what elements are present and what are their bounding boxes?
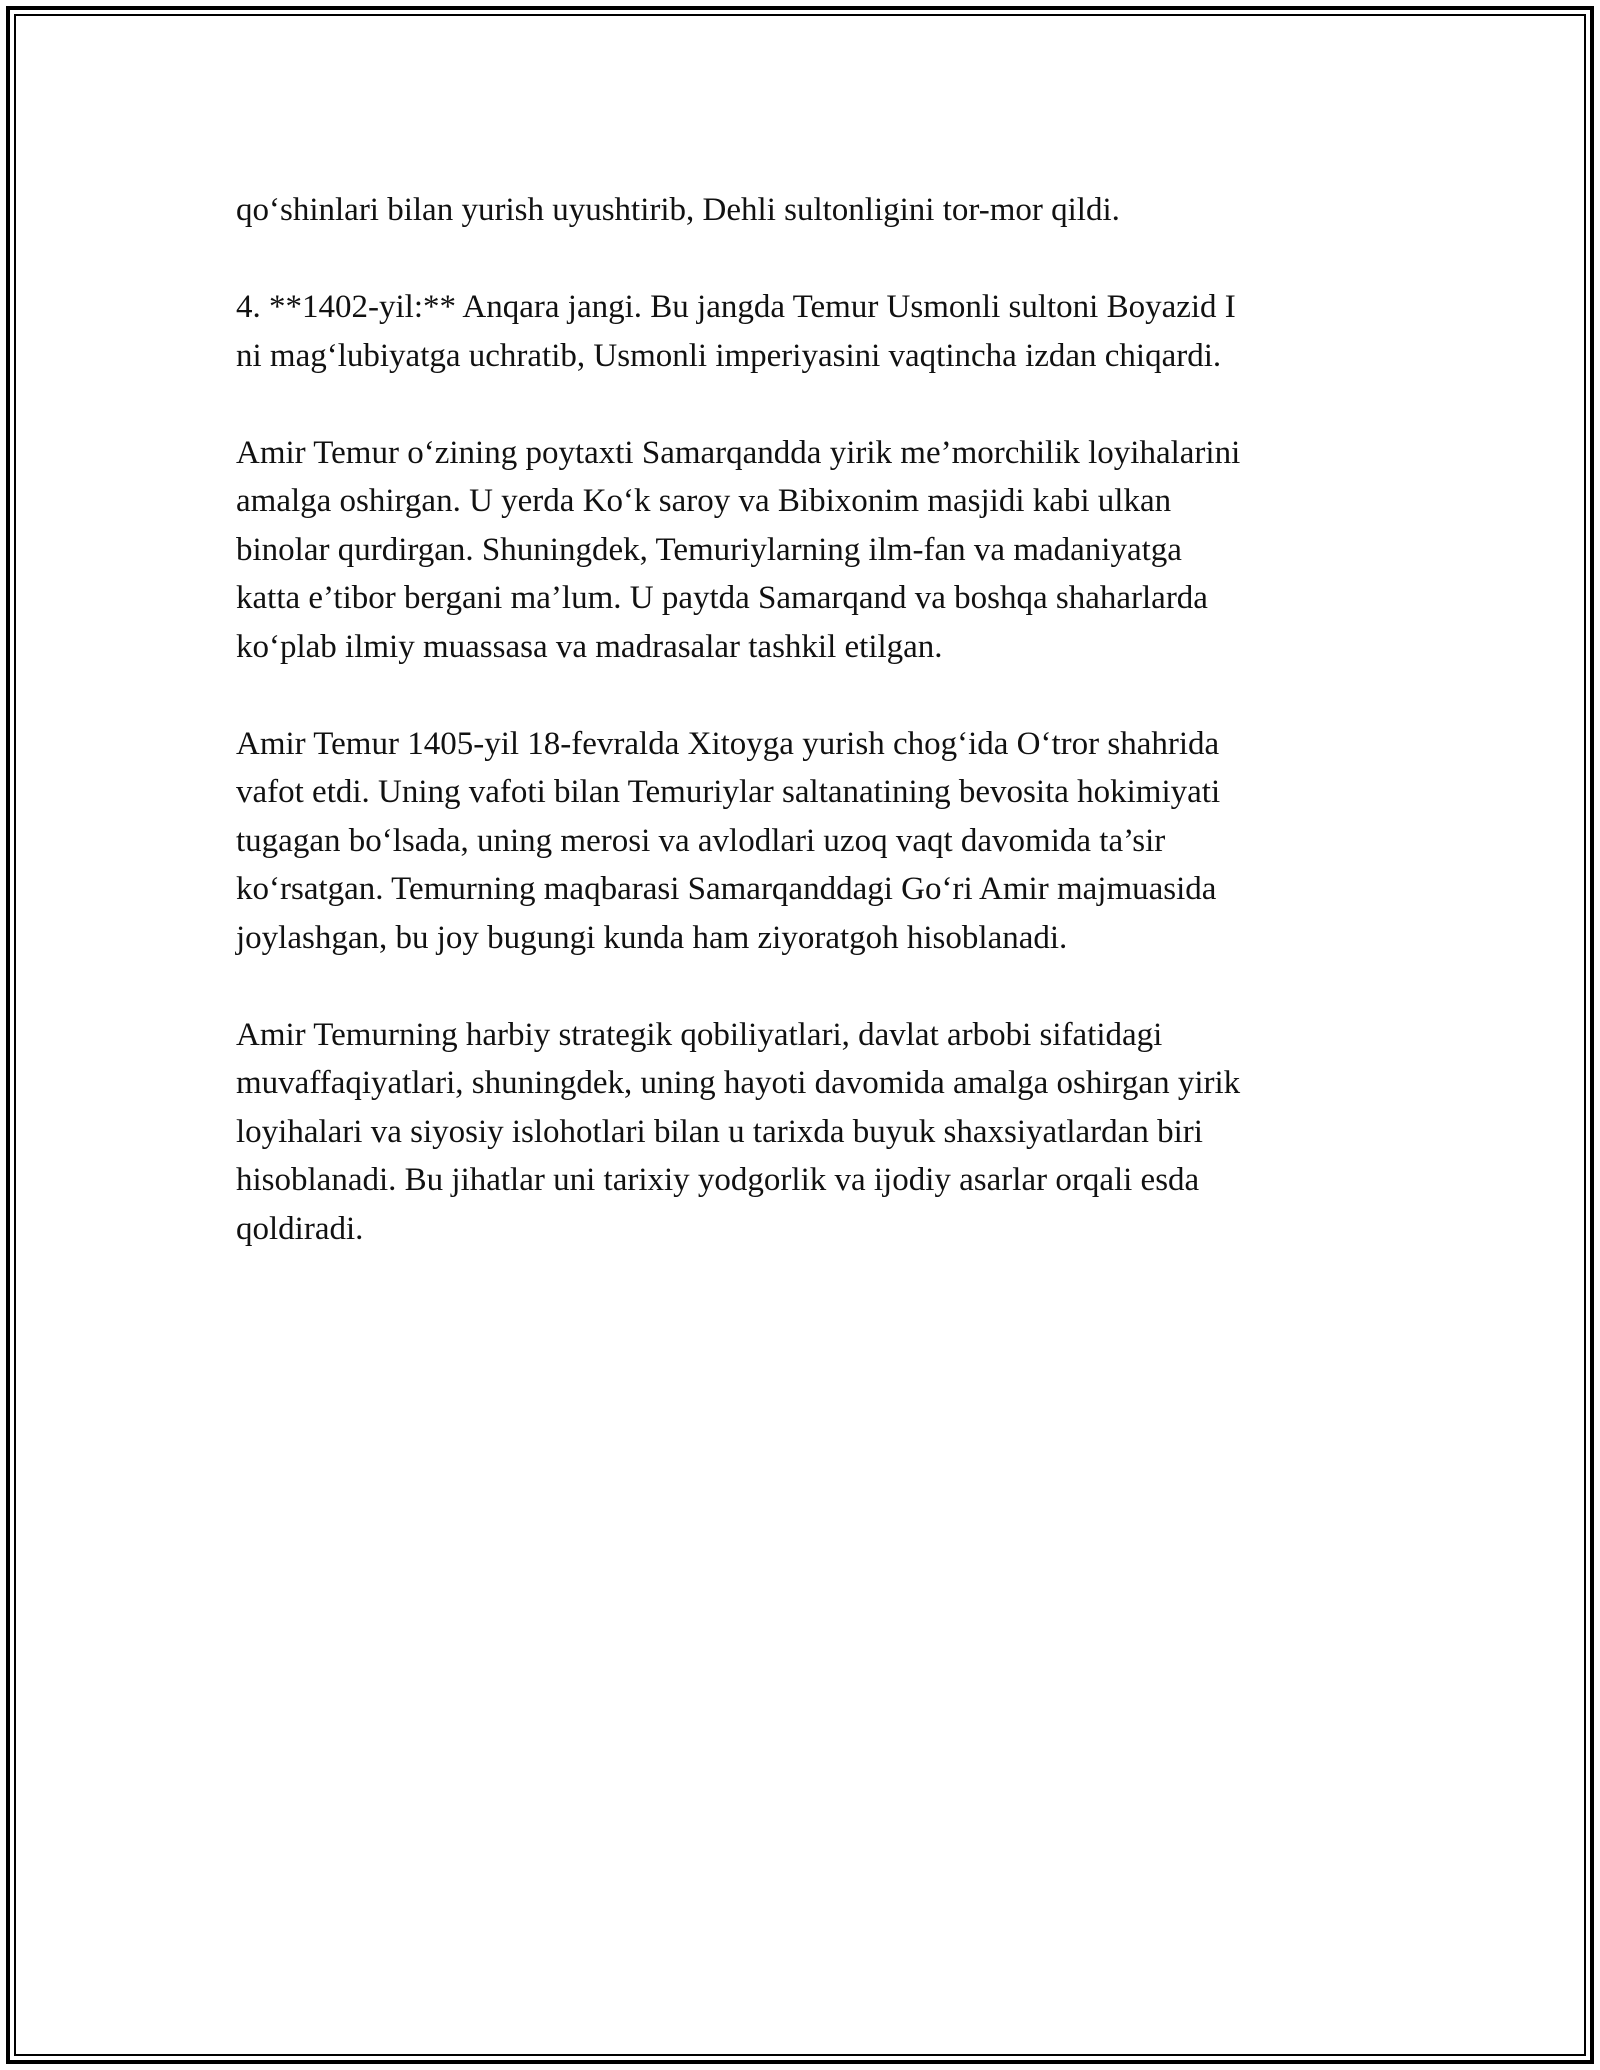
text-line: vafot etdi. Uning vafoti bilan Temuriylar saltanatining bevosita hokimiyati	[236, 774, 1221, 810]
text-line: ko‘plab ilmiy muassasa va madrasalar tashkil etilgan.	[236, 628, 943, 665]
text-line: binolar qurdirgan. Shuningdek, Temuriylarning ilm-fan va madaniyatga	[236, 531, 1182, 568]
text-line: hisoblanadi. Bu jihatlar uni tarixiy yodgorlik va ijodiy asarlar orqali esda	[236, 1162, 1200, 1198]
text-line: qoldiradi.	[236, 1210, 364, 1247]
paragraph-architecture	[236, 429, 1366, 672]
text-line: tugagan bo‘lsada, uning merosi va avlodlari uzoq vaqt davomida ta’sir	[236, 822, 1166, 859]
document-body	[236, 186, 1366, 1302]
text-line: ni mag‘lubiyatga uchratib, Usmonli imperiyasini vaqtincha izdan chiqardi.	[236, 337, 1222, 374]
text-line: loyihalari va siyosiy islohotlari bilan u tarixda buyuk shaxsiyatlardan biri	[236, 1113, 1203, 1150]
text-line: joylashgan, bu joy bugungi kunda ham ziyoratgoh hisoblanadi.	[236, 919, 1068, 956]
paragraph-legacy	[236, 1011, 1366, 1254]
text-line: Amir Temur 1405-yil 18-fevralda Xitoyga yurish chog‘ida O‘tror shahrida	[236, 725, 1220, 762]
text-line: ko‘rsatgan. Temurning maqbarasi Samarqanddagi Go‘ri Amir majmuasida	[236, 871, 1217, 907]
paragraph-continuation	[236, 186, 1366, 235]
text-line: katta e’tibor bergani ma’lum. U paytda Samarqand va boshqa shaharlarda	[236, 580, 1208, 616]
paragraph-anqara-battle	[236, 283, 1366, 380]
text-line: Amir Temurning harbiy strategik qobiliyatlari, davlat arbobi sifatidagi	[236, 1016, 1163, 1053]
text-line: Amir Temur o‘zining poytaxti Samarqandda yirik me’morchilik loyihalarini	[236, 434, 1241, 471]
text-line: qo‘shinlari bilan yurish uyushtirib, Dehli sultonligini tor-mor qildi.	[236, 192, 1120, 228]
paragraph-death	[236, 720, 1366, 963]
text-line: amalga oshirgan. U yerda Ko‘k saroy va Bibixonim masjidi kabi ulkan	[236, 483, 1172, 519]
text-line: 4. **1402-yil:** Anqara jangi. Bu jangda Temur Usmonli sultoni Boyazid I	[236, 289, 1236, 325]
text-line: muvaffaqiyatlari, shuningdek, uning hayoti davomida amalga oshirgan yirik	[236, 1065, 1241, 1101]
